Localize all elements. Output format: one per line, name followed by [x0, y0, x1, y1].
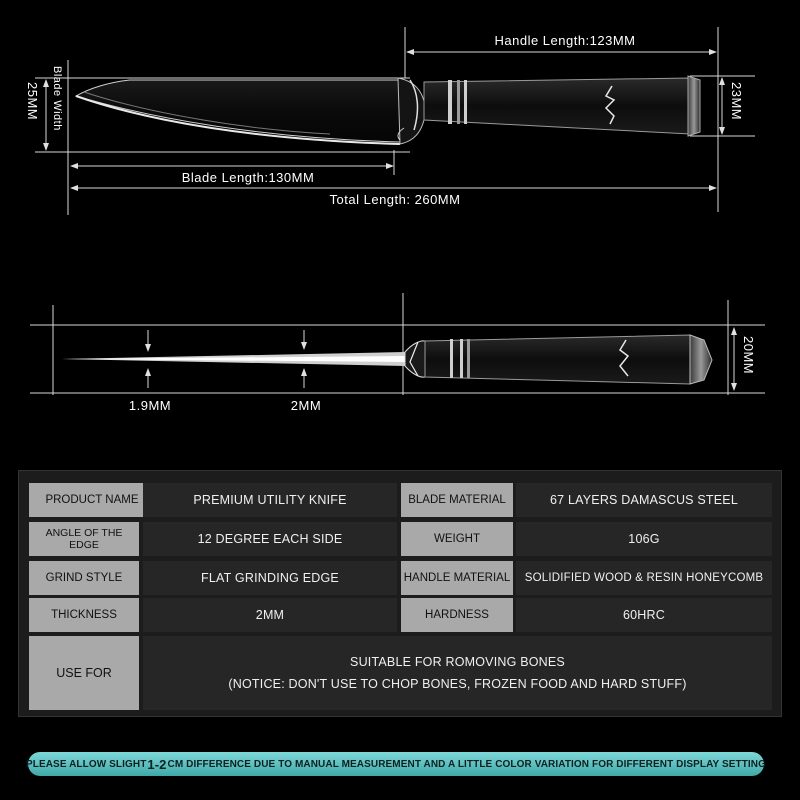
notice-text-part-1: PLEASE ALLOW SLIGHT	[25, 758, 147, 770]
use-for-line-1: SUITABLE FOR ROMOVING BONES	[350, 655, 565, 669]
weight-label: WEIGHT	[401, 522, 513, 556]
spine-tip-thickness-label: 1.9MM	[128, 398, 172, 413]
spine-mid-thickness-label: 2MM	[290, 398, 322, 413]
grind-style-label: GRIND STYLE	[29, 561, 139, 595]
blade-length-label: Blade Length:130MM	[181, 170, 315, 185]
notice-text-part-2: CM DIFFERENCE DUE TO MANUAL MEASUREMENT AND A LITTLE COLOR VARIATION FOR DIFFERENT DISPLAY SETTING	[167, 758, 767, 770]
spec-table	[18, 470, 782, 717]
product-name-label: PRODUCT NAME	[29, 483, 155, 517]
measurement-notice-bar	[25, 752, 767, 776]
use-for-line-2: (NOTICE: DON'T USE TO CHOP BONES, FROZEN FOOD AND HARD STUFF)	[228, 677, 687, 691]
notice-range: 1-2	[147, 756, 167, 772]
angle-of-edge-value: 12 DEGREE EACH SIDE	[143, 522, 397, 556]
hardness-label: HARDNESS	[401, 598, 513, 632]
knife-top-view	[62, 335, 712, 384]
total-length-label: Total Length: 260MM	[329, 192, 461, 207]
handle-height-label: 23MM	[729, 82, 744, 121]
use-for-value	[143, 636, 772, 710]
handle-thickness-label: 20MM	[741, 336, 756, 375]
hardness-value: 60HRC	[516, 598, 772, 632]
thickness-value: 2MM	[143, 598, 397, 632]
grind-style-value: FLAT GRINDING EDGE	[143, 561, 397, 595]
blade-width-value: 25MM	[25, 82, 40, 121]
blade-material-label: BLADE MATERIAL	[401, 483, 513, 517]
knife-side-view	[76, 76, 700, 144]
handle-material-value: SOLIDIFIED WOOD & RESIN HONEYCOMB	[516, 561, 772, 595]
blade-material-value: 67 LAYERS DAMASCUS STEEL	[516, 483, 772, 517]
handle-material-label: HANDLE MATERIAL	[401, 561, 513, 595]
product-name-value: PREMIUM UTILITY KNIFE	[143, 483, 397, 517]
angle-of-edge-label: ANGLE OF THE EDGE	[29, 522, 139, 556]
handle-length-label: Handle Length:123MM	[494, 33, 636, 48]
use-for-label: USE FOR	[29, 636, 139, 710]
weight-value: 106G	[516, 522, 772, 556]
blade-width-label: Blade Width	[51, 66, 63, 131]
thickness-label: THICKNESS	[29, 598, 139, 632]
